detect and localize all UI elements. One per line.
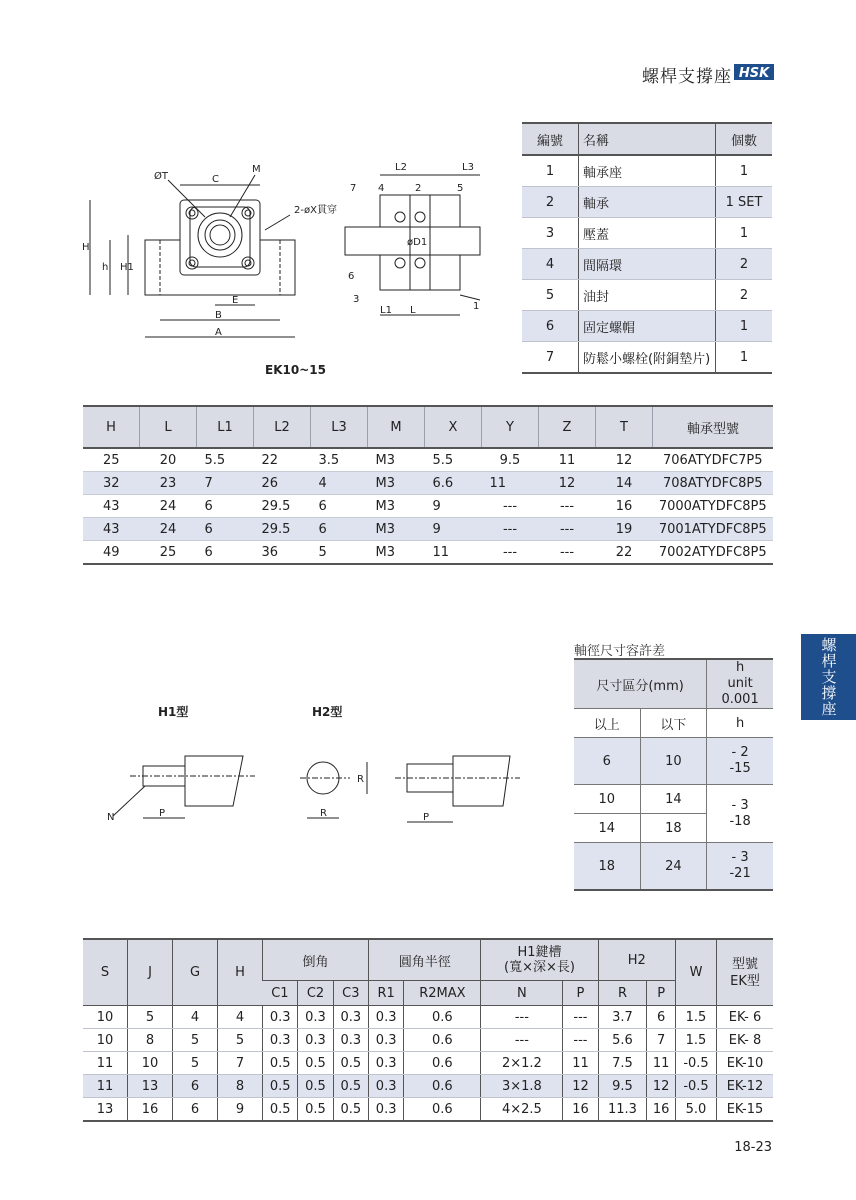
table-row: 4 間隔環 2 [522, 249, 772, 280]
shaft-types-drawing [105, 748, 525, 838]
table-row: 11 13 6 8 0.5 0.5 0.5 0.3 0.6 3×1.8 12 9.5 12 -0.5 EK-12 [83, 1075, 773, 1098]
svg-text:2: 2 [415, 183, 422, 194]
table-row: 43 24 6 29.5 6 M3 9 --- --- 16 7000ATYDFC8P5 [83, 495, 773, 518]
h1-type-label: H1型 [158, 705, 189, 719]
svg-text:P: P [423, 812, 430, 823]
table-row: 43 24 6 29.5 6 M3 9 --- --- 19 7001ATYDFC8P5 [83, 518, 773, 541]
svg-text:H1: H1 [120, 262, 134, 273]
svg-text:2-øX貫穿: 2-øX貫穿 [294, 205, 337, 216]
tolerance-caption: 軸徑尺寸容許差 [574, 644, 666, 659]
support-unit-drawing [80, 155, 580, 385]
svg-text:5: 5 [457, 183, 464, 194]
svg-text:A: A [215, 327, 222, 338]
svg-text:6: 6 [348, 271, 355, 282]
svg-text:P: P [159, 808, 166, 819]
tolerance-table: 尺寸區分(mm) h unit 0.001 以上 以下 h 6 10 - 2 -15 10 14 - 3 -18 14 18 18 24 - 3 -21 [574, 658, 773, 891]
h2-type-label: H2型 [312, 705, 343, 719]
table-row: 11 10 5 7 0.5 0.5 0.5 0.3 0.6 2×1.2 11 7.5 11 -0.5 EK-10 [83, 1052, 773, 1075]
svg-text:h: h [102, 262, 109, 273]
table-row: 13 16 6 9 0.5 0.5 0.5 0.3 0.6 4×2.5 16 11.3 16 5.0 EK-15 [83, 1098, 773, 1122]
svg-text:1: 1 [473, 301, 480, 312]
table-row: 10 5 4 4 0.3 0.3 0.3 0.3 0.6 --- --- 3.7 6 1.5 EK- 6 [83, 1006, 773, 1029]
hsk-logo [734, 64, 774, 80]
drawing-caption: EK10~15 [265, 363, 326, 377]
svg-text:L2: L2 [395, 162, 407, 173]
table-row: 49 25 6 36 5 M3 11 --- --- 22 7002ATYDFC8P5 [83, 541, 773, 565]
section-side-tab: 螺桿支撐座 [801, 634, 856, 720]
svg-text:L3: L3 [462, 162, 474, 173]
table-row: 1 軸承座 1 [522, 155, 772, 187]
table-row: 2 軸承 1 SET [522, 187, 772, 218]
svg-text:C: C [212, 174, 219, 185]
table-row: 5 油封 2 [522, 280, 772, 311]
svg-text:3: 3 [353, 294, 360, 305]
logo-text: HSK [738, 66, 770, 80]
svg-text:E: E [232, 295, 239, 306]
svg-text:4: 4 [378, 183, 385, 194]
svg-text:H: H [82, 242, 90, 253]
svg-text:M: M [252, 164, 261, 175]
spec-table: H L L1 L2 L3 M X Y Z T 軸承型號 25 20 5.5 22 3.5 M3 5.5 9.5 11 12 706ATYDFC7P5 32 23 7 26 4 M3 6.6 11 12 14 708ATYDFC8P5 43 24 6 29.5 6 M3 9 --- --- 16 7000ATYDFC8P5 43 24 6 29.5 6 M3 9 --- --- 19 7001ATYDFC8P5 49 25 6 36 5 M3 11 --- --- 22 7002ATYDFC8P5 [83, 405, 773, 565]
svg-text:L1: L1 [380, 305, 392, 316]
svg-text:B: B [215, 310, 222, 321]
dimension-table: S J G H 倒角 圓角半徑 H1鍵槽 (寬×深×長) H2 W 型號 EK型 C1 C2 C3 R1 R2MAX N P R P 10 5 4 4 0.3 0.3 0.3 0.3 0.6 --- --- 3.7 6 1.5 EK- 6 10 8 5 5 0.3 0.3 0.3 0.3 0.6 --- --- 5.6 7 1.5 EK- 8 11 10 5 7 0.5 0.5 0.5 0.3 0.6 2×1.2 11 7.5 11 -0.5 EK-10 11 13 6 8 0.5 0.5 0.5 0.3 0.6 3×1.8 12 9.5 12 -0.5 EK-12 13 16 6 9 0.5 0.5 0.5 0.3 0.6 4×2.5 16 11.3 16 5.0 EK-15 [83, 938, 773, 1122]
svg-text:R: R [320, 808, 327, 819]
page-title: 螺桿支撐座 [642, 67, 732, 87]
table-row: 10 8 5 5 0.3 0.3 0.3 0.3 0.6 --- --- 5.6 7 1.5 EK- 8 [83, 1029, 773, 1052]
table-row: 25 20 5.5 22 3.5 M3 5.5 9.5 11 12 706ATYDFC7P5 [83, 448, 773, 472]
parts-table: 編號 名稱 個數 1 軸承座 1 2 軸承 1 SET 3 壓蓋 1 4 間隔環 2 5 油封 2 6 固定螺帽 1 7 防鬆小螺栓(附銅墊片) 1 [522, 122, 772, 374]
table-row: 3 壓蓋 1 [522, 218, 772, 249]
table-row: 6 固定螺帽 1 [522, 311, 772, 342]
svg-text:øD1: øD1 [407, 237, 428, 248]
svg-text:R: R [357, 774, 364, 785]
svg-text:ØT: ØT [154, 171, 168, 182]
table-row: 32 23 7 26 4 M3 6.6 11 12 14 708ATYDFC8P5 [83, 472, 773, 495]
svg-text:N: N [107, 812, 115, 823]
page-number: 18-23 [734, 1140, 772, 1155]
table-row: 7 防鬆小螺栓(附銅墊片) 1 [522, 342, 772, 374]
svg-text:7: 7 [350, 183, 357, 194]
svg-text:L: L [410, 305, 416, 316]
